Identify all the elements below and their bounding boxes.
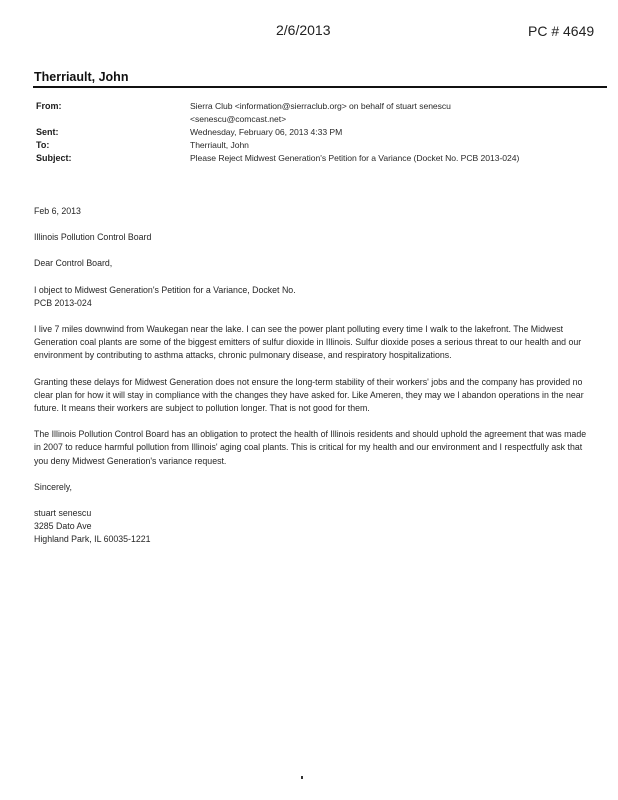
signature-block bbox=[34, 507, 594, 547]
subject-label: Subject: bbox=[36, 153, 72, 163]
mailbox-owner-name: Therriault, John bbox=[34, 70, 129, 84]
stamp-date: 2/6/2013 bbox=[276, 22, 331, 38]
letter-date: Feb 6, 2013 bbox=[34, 206, 81, 216]
letter-closing: Sincerely, bbox=[34, 481, 72, 492]
objection-line-1: I object to Midwest Generation's Petition for a Variance, Docket No. bbox=[34, 284, 296, 295]
signature-city: Highland Park, IL 60035-1221 bbox=[34, 534, 151, 545]
letter-recipient: Illinois Pollution Control Board bbox=[34, 232, 152, 243]
sent-value: Wednesday, February 06, 2013 4:33 PM bbox=[190, 127, 343, 137]
objection-line-2: PCB 2013-024 bbox=[34, 297, 92, 308]
paragraph-obligation: The Illinois Pollution Control Board has an obligation to protect the health of Illinois residents and should uphold the agreement that was made in 2007 to reduce harmful pollution from Illinois' aging coal plants. This is critical for my health and our environment and I respectfully ask that you deny Midwest Generation's variance request. bbox=[34, 429, 587, 466]
to-value: Therriault, John bbox=[190, 140, 249, 150]
paragraph-health: I live 7 miles downwind from Waukegan near the lake. I can see the power plant polluting every time I walk to the lakefront. The Midwest Generation coal plants are some of the biggest emitters of sulfur dioxide in Illinois. Sulfur dioxide poses a serious threat to our health and our environment by contributing to asthma attacks, chronic pulmonary disease, and respiratory hospitalizations. bbox=[34, 324, 582, 361]
from-value: Sierra Club <information@sierraclub.org> on behalf of stuart senescu bbox=[190, 101, 451, 111]
signature-street: 3285 Dato Ave bbox=[34, 521, 92, 532]
from-value-email: <senescu@comcast.net> bbox=[190, 114, 287, 124]
page-mark bbox=[301, 776, 303, 779]
sent-label: Sent: bbox=[36, 127, 59, 137]
subject-value: Please Reject Midwest Generation's Petition for a Variance (Docket No. PCB 2013-024) bbox=[190, 153, 520, 163]
to-label: To: bbox=[36, 140, 50, 150]
objection-statement bbox=[34, 284, 594, 310]
letter-body bbox=[34, 205, 594, 560]
from-label: From: bbox=[36, 101, 62, 111]
paragraph-workers: Granting these delays for Midwest Generation does not ensure the long-term stability of their workers' jobs and the company has provided no clear plan for how it will stay in compliance with the changes they have asked for. Like Ameren, they may we l abandon operations in the near future. It means their workers are subject to pollution longer. That is not good for them. bbox=[34, 376, 584, 414]
signature-name: stuart senescu bbox=[34, 508, 92, 519]
letter-salutation: Dear Control Board, bbox=[34, 258, 113, 269]
header-divider bbox=[33, 86, 607, 88]
public-comment-number: PC # 4649 bbox=[528, 23, 595, 39]
